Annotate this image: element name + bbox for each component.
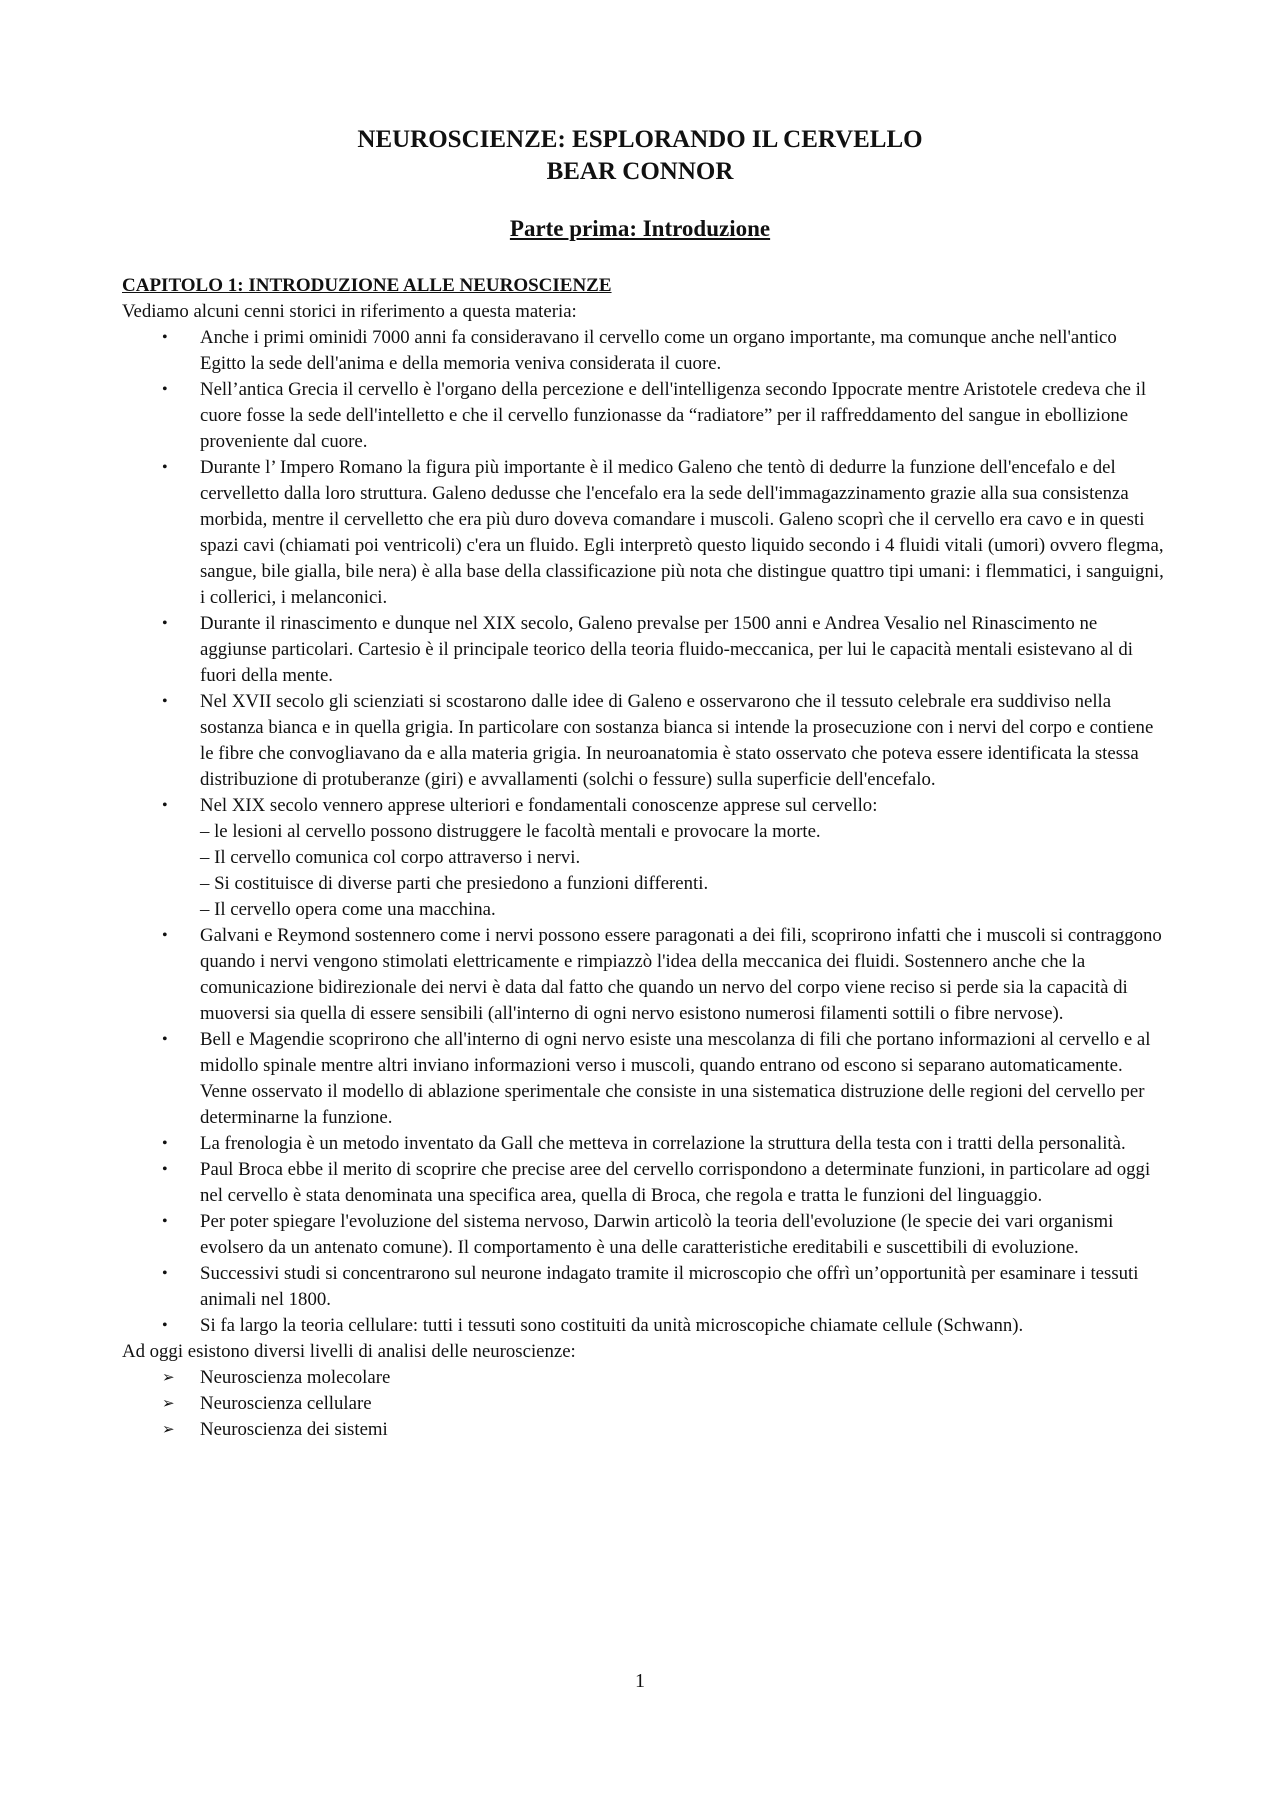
list-item-text: Durante l’ Impero Romano la figura più importante è il medico Galeno che tentò di dedurre la funzione dell'encefalo e del cervelletto dalla loro struttura. Galeno dedusse che l'encefalo era la sede dell'immagazzinamento grazie alla sua consistenza morbida, mentre il cervelletto che era più duro doveva comandare i muscoli. Galeno scoprì che il cervello era cavo e in questi spazi cavi (chiamati poi ventricoli) c'era un fluido. Egli interpretò questo liquido secondo i 4 fluidi vitali (umori) ovvero flegma, sangue, bile gialla, bile nera) è alla base della classificazione più nota che distingue quattro tipi umani: i flemmatici, i sanguigni, i collerici, i melanconici. — [200, 457, 1164, 608]
list-item-text: Neuroscienza dei sistemi — [200, 1419, 388, 1440]
bullet-icon: • — [162, 1161, 168, 1178]
list-item — [122, 689, 1167, 793]
list-item — [122, 325, 1167, 377]
list-item — [122, 923, 1167, 1027]
list-item-text: Durante il rinascimento e dunque nel XIX secolo, Galeno prevalse per 1500 anni e Andrea Vesalio nel Rinascimento ne aggiunse particolari. Cartesio è il principale teorico della teoria fluido-meccanica, per lui le capacità mentali esistevano al di fuori della mente. — [200, 613, 1133, 686]
arrowhead-icon: ➢ — [162, 1422, 175, 1438]
list-item-text: Nell’antica Grecia il cervello è l'organo della percezione e dell'intelligenza secondo Ippocrate mentre Aristotele credeva che il cuore fosse la sede dell'intelletto e che il cervello funzionasse da “radiatore” per il raffreddamento del sangue in ebollizione proveniente dal cuore. — [200, 379, 1147, 452]
list-item-text: Si fa largo la teoria cellulare: tutti i tessuti sono costituiti da unità microscopiche chiamate cellule (Schwann). — [200, 1315, 1024, 1336]
list-item — [122, 1365, 1167, 1391]
list-item — [122, 455, 1167, 611]
bullet-icon: • — [162, 459, 168, 476]
list-item-text: Per poter spiegare l'evoluzione del sistema nervoso, Darwin articolò la teoria dell'evoluzione (le specie dei vari organismi evolsero da un antenato comune). Il comportamento è una delle caratteristiche ereditabili e suscettibili di evoluzione. — [200, 1211, 1114, 1258]
list-item-text: Bell e Magendie scoprirono che all'interno di ogni nervo esiste una mescolanza di fili che portano informazioni al cervello e al midollo spinale mentre altri inviano informazioni verso i muscoli, quando entrano od escono si separano automaticamente. Venne osservato il modello di ablazione sperimentale che consiste in una sistematica distruzione delle regioni del cervello per determinarne la funzione. — [200, 1029, 1151, 1128]
list-item-text: Anche i primi ominidi 7000 anni fa consideravano il cervello come un organo importante, ma comunque anche nell'antico Egitto la sede dell'anima e della memoria veniva considerata il cuore. — [200, 327, 1117, 374]
list-item — [122, 1391, 1167, 1417]
list-item-text: Galvani e Reymond sostennero come i nervi possono essere paragonati a dei fili, scoprirono infatti che i muscoli si contraggono quando i nervi vengono stimolati elettricamente e rimpiazzò l'idea della meccanica dei fluidi. Sostennero anche che la comunicazione bidirezionale dei nervi è data dal fatto che quando un nervo del corpo viene reciso si perde sia la capacità di muoversi sia quella di essere sensibili (all'interno di ogni nervo esistono numerosi filamenti sottili o fibre nervose). — [200, 925, 1162, 1024]
history-bullet-list — [122, 325, 1167, 1339]
arrowhead-icon: ➢ — [162, 1396, 175, 1412]
levels-intro-paragraph: Ad oggi esistono diversi livelli di analisi delle neuroscienze: — [122, 1341, 576, 1362]
bullet-icon: • — [162, 1135, 168, 1152]
arrowhead-icon: ➢ — [162, 1370, 175, 1386]
bullet-icon: • — [162, 1213, 168, 1230]
bullet-icon: • — [162, 329, 168, 346]
document-author: BEAR CONNOR — [546, 158, 734, 185]
list-item — [122, 1157, 1167, 1209]
bullet-icon: • — [162, 615, 168, 632]
document-title: NEUROSCIENZE: ESPLORANDO IL CERVELLO — [357, 126, 923, 153]
list-item-text: Neuroscienza cellulare — [200, 1393, 372, 1414]
list-item — [122, 1313, 1167, 1339]
list-item — [122, 1417, 1167, 1443]
sub-line: – Il cervello comunica col corpo attraverso i nervi. — [200, 847, 581, 868]
bullet-icon: • — [162, 927, 168, 944]
list-item-text: Paul Broca ebbe il merito di scoprire che precise aree del cervello corrispondono a determinate funzioni, in particolare ad oggi nel cervello è stata denominata una specifica area, quella di Broca, che regola e tratta le funzioni del linguaggio. — [200, 1159, 1151, 1206]
list-item — [122, 1261, 1167, 1313]
bullet-icon: • — [162, 1031, 168, 1048]
list-item-text: La frenologia è un metodo inventato da Gall che metteva in correlazione la struttura della testa con i tratti della personalità. — [200, 1133, 1126, 1154]
levels-list — [122, 1365, 1167, 1443]
list-item — [122, 1131, 1167, 1157]
list-item-text: Nel XIX secolo vennero apprese ulteriori e fondamentali conoscenze apprese sul cervello: — [200, 795, 878, 816]
bullet-icon: • — [162, 381, 168, 398]
bullet-icon: • — [162, 1317, 168, 1334]
document-body — [122, 273, 1167, 1443]
page-number: 1 — [635, 1670, 645, 1692]
bullet-icon: • — [162, 693, 168, 710]
intro-paragraph: Vediamo alcuni cenni storici in riferimento a questa materia: — [122, 301, 577, 322]
sub-line: – le lesioni al cervello possono distruggere le facoltà mentali e provocare la morte. — [200, 821, 821, 842]
list-item-text: Nel XVII secolo gli scienziati si scostarono dalle idee di Galeno e osservarono che il tessuto celebrale era suddiviso nella sostanza bianca e in quella grigia. In particolare con sostanza bianca si intende la prosecuzione con i nervi del corpo e contiene le fibre che convogliavano da e alla materia grigia. In neuroanatomia è stato osservato che poteva essere identificata la stessa distribuzione di protuberanze (giri) e avvallamenti (solchi o fessure) sulla superficie dell'encefalo. — [200, 691, 1154, 790]
list-item — [122, 611, 1167, 689]
sub-line: – Il cervello opera come una macchina. — [200, 899, 496, 920]
list-item — [122, 793, 1167, 923]
bullet-icon: • — [162, 1265, 168, 1282]
list-item-text: Neuroscienza molecolare — [200, 1367, 391, 1388]
part-heading: Parte prima: Introduzione — [509, 216, 771, 241]
chapter-heading: CAPITOLO 1: INTRODUZIONE ALLE NEUROSCIENZE — [122, 275, 612, 296]
list-item — [122, 1027, 1167, 1131]
list-item — [122, 377, 1167, 455]
list-item — [122, 1209, 1167, 1261]
list-item-text: Successivi studi si concentrarono sul neurone indagato tramite il microscopio che offrì un’opportunità per esaminare i tessuti animali nel 1800. — [200, 1263, 1139, 1310]
sub-line: – Si costituisce di diverse parti che presiedono a funzioni differenti. — [200, 873, 709, 894]
bullet-icon: • — [162, 797, 168, 814]
